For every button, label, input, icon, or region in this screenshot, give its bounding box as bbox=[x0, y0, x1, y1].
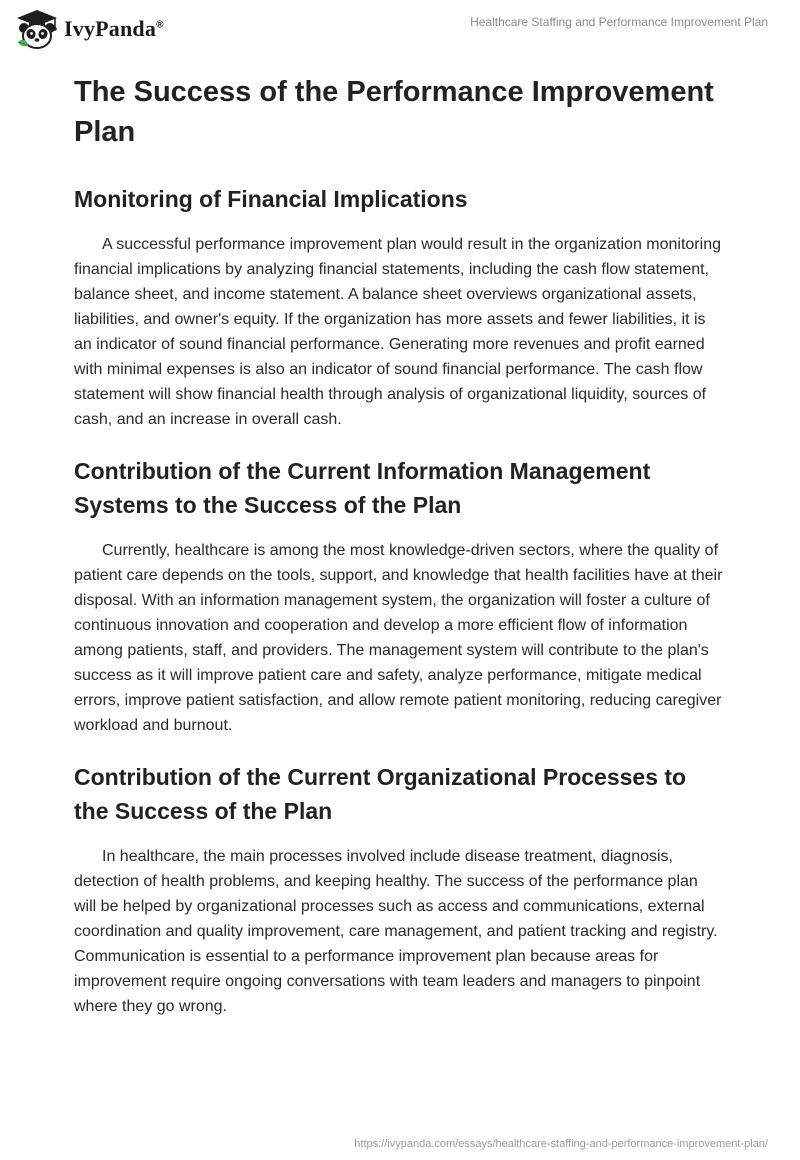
section-heading-financial: Monitoring of Financial Implications bbox=[74, 186, 468, 212]
article bbox=[74, 72, 724, 1019]
logo-text: IvyPanda® bbox=[64, 16, 164, 41]
source-url[interactable]: https://ivypanda.com/essays/healthcare-staffing-and-performance-improvement-plan/ bbox=[354, 1138, 768, 1150]
section-paragraph-organizational-processes: In healthcare, the main processes involved include disease treatment, diagnosis, detection of health problems, and keeping healthy. The success of the performance plan will be helped by organizational processes such as access and communications, external coordination and quality improvement, care management, and patient tracking and registry. Communication is essential to a performance improvement plan because areas for improvement require ongoing conversations with team leaders and managers to pinpoint where they go wrong. bbox=[74, 848, 718, 1015]
article-title: The Success of the Performance Improvement Plan bbox=[74, 76, 714, 148]
document-title: Healthcare Staffing and Performance Improvement Plan bbox=[470, 15, 768, 29]
panda-icon bbox=[14, 8, 60, 50]
section-heading-organizational-processes: Contribution of the Current Organizational Processes to the Success of the Plan bbox=[74, 764, 687, 824]
ivypanda-logo[interactable] bbox=[14, 8, 164, 50]
section-paragraph-financial: A successful performance improvement plan would result in the organization monitoring financial implications by analyzing financial statements, including the cash flow statement, balance sheet, and income statement. A balance sheet overviews organizational assets, liabilities, and owner's equity. If the organization has more assets and fewer liabilities, it is an indicator of sound financial performance. Generating more revenues and profit earned with minimal expenses is also an indicator of sound financial performance. The cash flow statement will show financial health through analysis of organizational liquidity, sources of cash, and an increase in overall cash. bbox=[74, 236, 721, 428]
page-header bbox=[0, 0, 800, 62]
section-paragraph-information-systems: Currently, healthcare is among the most knowledge-driven sectors, where the quality of patient care depends on the tools, support, and knowledge that health facilities have at their disposal. With an information management system, the organization will foster a culture of continuous innovation and cooperation and develop a more efficient flow of information among patients, staff, and providers. The management system will contribute to the plan's success as it will improve patient care and safety, analyze performance, mitigate medical errors, improve patient satisfaction, and allow remote patient monitoring, reducing caregiver workload and burnout. bbox=[74, 542, 723, 734]
section-heading-information-systems: Contribution of the Current Information Management Systems to the Success of the Plan bbox=[74, 458, 651, 518]
registered-mark: ® bbox=[156, 19, 164, 31]
